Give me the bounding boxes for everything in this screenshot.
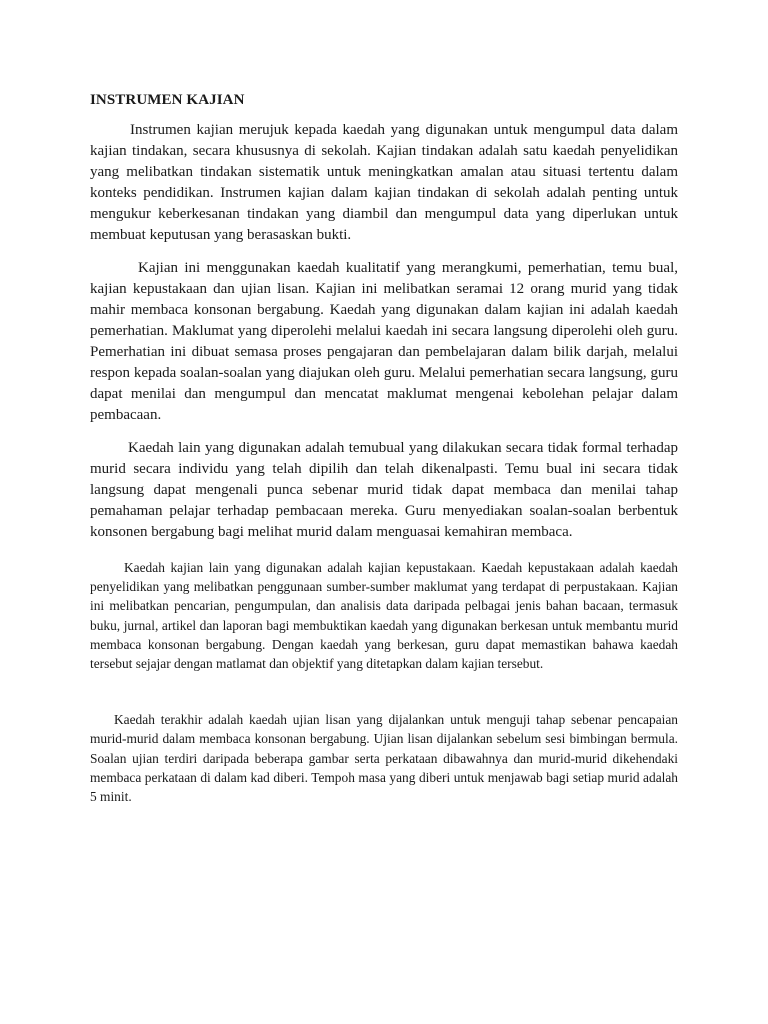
document-page: [90, 90, 678, 806]
paragraph-instrumen-kajian: Instrumen kajian merujuk kepada kaedah yang digunakan untuk mengumpul data dalam kajian tindakan, secara khususnya di sekolah. Kajian tindakan adalah satu kaedah penyelidikan yang melibatkan tindakan sistematik untuk meningkatkan amalan atau situasi tertentu dalam konteks pendidikan. Instrumen kajian dalam kajian tindakan di sekolah adalah penting untuk mengukur keberkesanan tindakan yang diambil dan mengumpul data yang diperlukan untuk membuat keputusan yang berasaskan bukti.: [90, 122, 678, 243]
document-heading: INSTRUMEN KAJIAN: [90, 92, 245, 108]
paragraph-kaedah-temubual: Kaedah lain yang digunakan adalah temubual yang dilakukan secara tidak formal terhadap murid secara individu yang telah dipilih dan telah dikenalpasti. Temu bual ini secara tidak langsung dapat mengenali punca sebenar murid tidak dapat membaca dan menilai tahap pemahaman pelajar terhadap pembacaan mereka. Guru menyediakan soalan-soalan berbentuk konsonen bergabung bagi melihat murid dalam menguasai kemahiran membaca.: [90, 440, 678, 540]
paragraph-kaedah-pemerhatian: Kajian ini menggunakan kaedah kualitatif yang merangkumi, pemerhatian, temu bual, kajian kepustakaan dan ujian lisan. Kajian ini melibatkan seramai 12 orang murid yang tidak mahir membaca konsonan bergabung. Kaedah yang digunakan dalam kajian ini adalah kaedah pemerhatian. Maklumat yang diperolehi melalui kaedah ini secara langsung diperolehi oleh guru. Pemerhatian ini dibuat semasa proses pengajaran dan pembelajaran dalam bilik darjah, melalui respon kepada soalan-soalan yang diajukan oleh guru. Melalui pemerhatian secara langsung, guru dapat menilai dan mengumpul dan mencatat maklumat mengenai kebolehan pelajar dalam pembacaan.: [90, 260, 678, 423]
paragraph-kajian-kepustakaan: Kaedah kajian lain yang digunakan adalah kajian kepustakaan. Kaedah kepustakaan adalah kaedah penyelidikan yang melibatkan penggunaan sumber-sumber maklumat yang terdapat di perpustakaan. Kajian ini melibatkan pencarian, pengumpulan, dan analisis data daripada pelbagai jenis bahan bacaan, termasuk buku, jurnal, artikel dan laporan bagi membuktikan kaedah yang digunakan berkesan untuk membantu murid membaca konsonan bergabung. Dengan kaedah yang berkesan, guru dapat memastikan bahawa kaedah tersebut sejajar dengan matlamat dan objektif yang ditetapkan dalam kajian tersebut.: [90, 560, 678, 672]
paragraph-ujian-lisan: Kaedah terakhir adalah kaedah ujian lisan yang dijalankan untuk menguji tahap sebenar pencapaian murid-murid dalam membaca konsonan bergabung. Ujian lisan dijalankan sebelum sesi bimbingan bermula. Soalan ujian terdiri daripada beberapa gambar serta perkataan dibawahnya dan murid-murid dikehendaki membaca perkataan di dalam kad diberi. Tempoh masa yang diberi untuk menjawab bagi setiap murid adalah 5 minit.: [90, 712, 678, 805]
